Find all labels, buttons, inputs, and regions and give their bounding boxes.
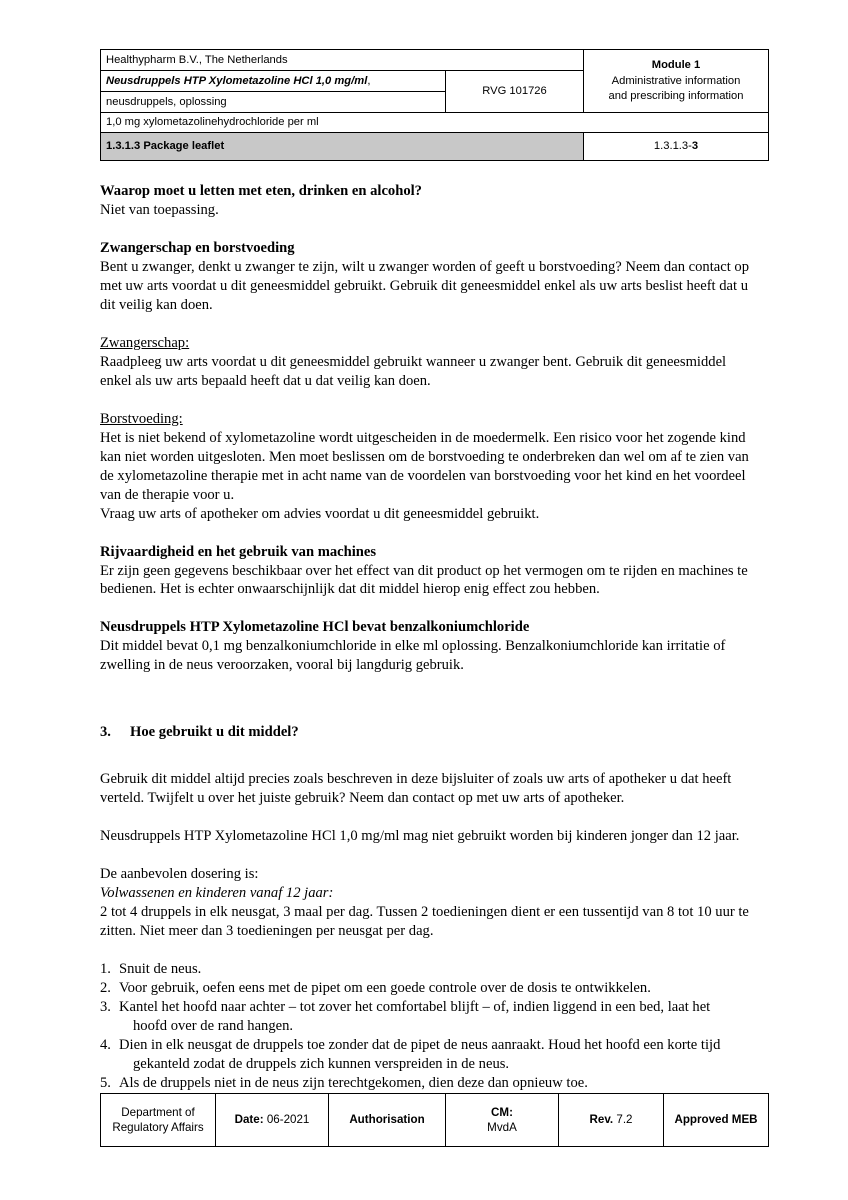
- step-number: 3.: [100, 999, 111, 1016]
- heading-driving-machines: Rijvaardigheid en het gebruik van machines: [100, 543, 377, 560]
- spacer: [100, 599, 760, 618]
- list-item: [100, 998, 760, 1036]
- header-company: Healthypharm B.V., The Netherlands: [101, 50, 584, 71]
- header-rvg-number: RVG 101726: [446, 71, 584, 113]
- heading-benzalkonium: Neusdruppels HTP Xylometazoline HCl bevat benzalkoniumchloride: [100, 619, 530, 636]
- spacer: [100, 315, 760, 334]
- subheading-pregnancy: Zwangerschap:: [100, 334, 190, 351]
- spacer: [100, 391, 760, 410]
- header-row-strength: [101, 113, 769, 133]
- subheading-breastfeeding: Borstvoeding:: [100, 410, 183, 427]
- header-row-company: [101, 50, 769, 71]
- text-pregnancy: Raadpleeg uw arts voordat u dit geneesmiddel gebruikt wanneer u zwanger bent. Gebruik dit geneesmiddel enkel als uw arts bepaald heeft dat u dat veilig kan doen.: [100, 353, 727, 389]
- header-module-cell: [584, 50, 769, 113]
- step-number: 1.: [100, 961, 111, 978]
- text-pregnancy-breastfeeding: Bent u zwanger, denkt u zwanger te zijn, wilt u zwanger worden of geeft u borstvoeding? Neem dan contact op met uw arts voordat u dit geneesmiddel gebruikt. Gebruik dit geneesmiddel enkel als uw arts beslist heeft dat u dit veilig kan doen.: [100, 258, 750, 313]
- footer-date: [216, 1094, 329, 1147]
- list-item: [100, 979, 760, 998]
- header-product-name-suffix: ,: [367, 74, 371, 87]
- step-text-continuation: gekanteld zodat de druppels zich kunnen verspreiden in de neus.: [133, 1055, 510, 1072]
- text-section-3-intro: Gebruik dit middel altijd precies zoals beschreven in deze bijsluiter of zoals uw arts of apotheker u dat heeft verteld. Twijfelt u over het juiste gebruik? Neem dan contact op met uw arts of apotheker.: [100, 771, 732, 807]
- spacer: [100, 709, 760, 723]
- step-text: Kantel het hoofd naar achter – tot zover het comfortabel blijft – of, indien liggend in een bed, laat het: [119, 999, 711, 1016]
- footer-department-line1: Department of: [121, 1105, 195, 1119]
- header-page-number-prefix: 1.3.1.3-: [653, 140, 692, 153]
- header-dosage-form: neusdruppels, oplossing: [101, 92, 446, 113]
- footer-authorisation: Authorisation: [329, 1094, 446, 1147]
- leaflet-body: [100, 182, 760, 1093]
- header-module-line1: Administrative information: [611, 75, 741, 88]
- spacer: [100, 742, 760, 770]
- header-module-title: Module 1: [651, 59, 701, 72]
- footer-cm-value: MvdA: [487, 1121, 517, 1134]
- header-page-number: [584, 133, 769, 161]
- footer-revision: [559, 1094, 664, 1147]
- step-text: Als de druppels niet in de neus zijn terechtgekomen, dien deze dan opnieuw toe.: [119, 1074, 588, 1091]
- step-text-wrap: [119, 998, 760, 1036]
- spacer: [100, 524, 760, 543]
- step-text: Voor gebruik, oefen eens met de pipet om een goede controle over de dosis te ontwikkelen.: [119, 980, 651, 997]
- list-item: [100, 1074, 760, 1093]
- usage-steps-list: [100, 960, 760, 1093]
- spacer: [100, 941, 760, 960]
- footer-rev-value: 7.2: [616, 1113, 633, 1127]
- section-3-title: Hoe gebruikt u dit middel?: [130, 724, 299, 741]
- header-strength: 1,0 mg xylometazolinehydrochloride per ml: [101, 113, 769, 133]
- footer-department-line2: Regulatory Affairs: [112, 1121, 204, 1134]
- text-age-restriction: Neusdruppels HTP Xylometazoline HCl 1,0 mg/ml mag niet gebruikt worden bij kinderen jonger dan 12 jaar.: [100, 828, 740, 845]
- footer-cm-label: CM:: [491, 1105, 513, 1119]
- step-text-continuation: hoofd over de rand hangen.: [133, 1018, 294, 1034]
- text-breastfeeding-advice: Vraag uw arts of apotheker om advies voordat u dit geneesmiddel gebruikt.: [100, 505, 540, 522]
- text-dosing-intro: De aanbevolen dosering is:: [100, 866, 259, 883]
- document-header-table: [100, 49, 769, 161]
- spacer: [100, 808, 760, 827]
- footer-cm: [446, 1094, 559, 1147]
- step-text: Snuit de neus.: [119, 961, 202, 978]
- table-row: [101, 1094, 769, 1147]
- footer-department: [101, 1094, 216, 1147]
- header-section-title: 1.3.1.3 Package leaflet: [101, 133, 584, 161]
- header-page-number-bold: 3: [691, 140, 699, 153]
- spacer: [100, 675, 760, 709]
- text-driving-machines: Er zijn geen gegevens beschikbaar over het effect van dit product op het vermogen om te rijden en machines te bedienen. Het is echter onwaarschijnlijk dat dit middel hierop enig effect zou hebben.: [100, 562, 748, 598]
- step-number: 5.: [100, 1074, 111, 1091]
- document-footer-table: [100, 1093, 769, 1147]
- header-product-name: [101, 71, 446, 92]
- heading-pregnancy-breastfeeding: Zwangerschap en borstvoeding: [100, 239, 295, 256]
- heading-section-3: [100, 723, 760, 742]
- step-number: 2.: [100, 980, 111, 997]
- spacer: [100, 220, 760, 239]
- text-dosing-detail: 2 tot 4 druppels in elk neusgat, 3 maal per dag. Tussen 2 toedieningen dient er een tussentijd van 8 tot 10 uur te zitten. Niet meer dan 3 toedieningen per neusgat per dag.: [100, 904, 749, 940]
- footer-approved: Approved MEB: [664, 1094, 769, 1147]
- header-row-leaflet: [101, 133, 769, 161]
- text-food-drink-alcohol: Niet van toepassing.: [100, 201, 219, 218]
- text-dosing-group: Volwassenen en kinderen vanaf 12 jaar:: [100, 885, 334, 902]
- text-benzalkonium: Dit middel bevat 0,1 mg benzalkoniumchloride in elke ml oplossing. Benzalkoniumchloride kan irritatie of zwelling in de neus veroorzaken, vooral bij langdurig gebruik.: [100, 638, 726, 674]
- footer-date-label: Date:: [234, 1113, 264, 1127]
- step-text: Dien in elk neusgat de druppels toe zonder dat de pipet de neus aanraakt. Houd het hoofd een korte tijd: [119, 1036, 721, 1053]
- footer-rev-label: Rev.: [589, 1113, 614, 1127]
- step-text-wrap: [119, 1036, 760, 1074]
- list-item: [100, 1036, 760, 1074]
- header-product-name-text: Neusdruppels HTP Xylometazoline HCl 1,0 mg/ml: [106, 74, 368, 87]
- list-item: [100, 960, 760, 979]
- heading-food-drink-alcohol: Waarop moet u letten met eten, drinken en alcohol?: [100, 183, 422, 199]
- text-breastfeeding: Het is niet bekend of xylometazoline wordt uitgescheiden in de moedermelk. Een risico voor het zogende kind kan niet worden uitgesloten. Men moet beslissen om de borstvoeding te onderbreken dan wel om af te zien van de xylometazoline therapie met in acht name van de voordelen van borstvoeding voor het kind en het voordeel van de therapie voor u.: [100, 429, 749, 503]
- step-number: 4.: [100, 1036, 111, 1053]
- spacer: [100, 846, 760, 865]
- section-3-number: 3.: [100, 724, 111, 741]
- header-module-line2: and prescribing information: [608, 89, 744, 102]
- footer-date-value: 06-2021: [266, 1113, 310, 1127]
